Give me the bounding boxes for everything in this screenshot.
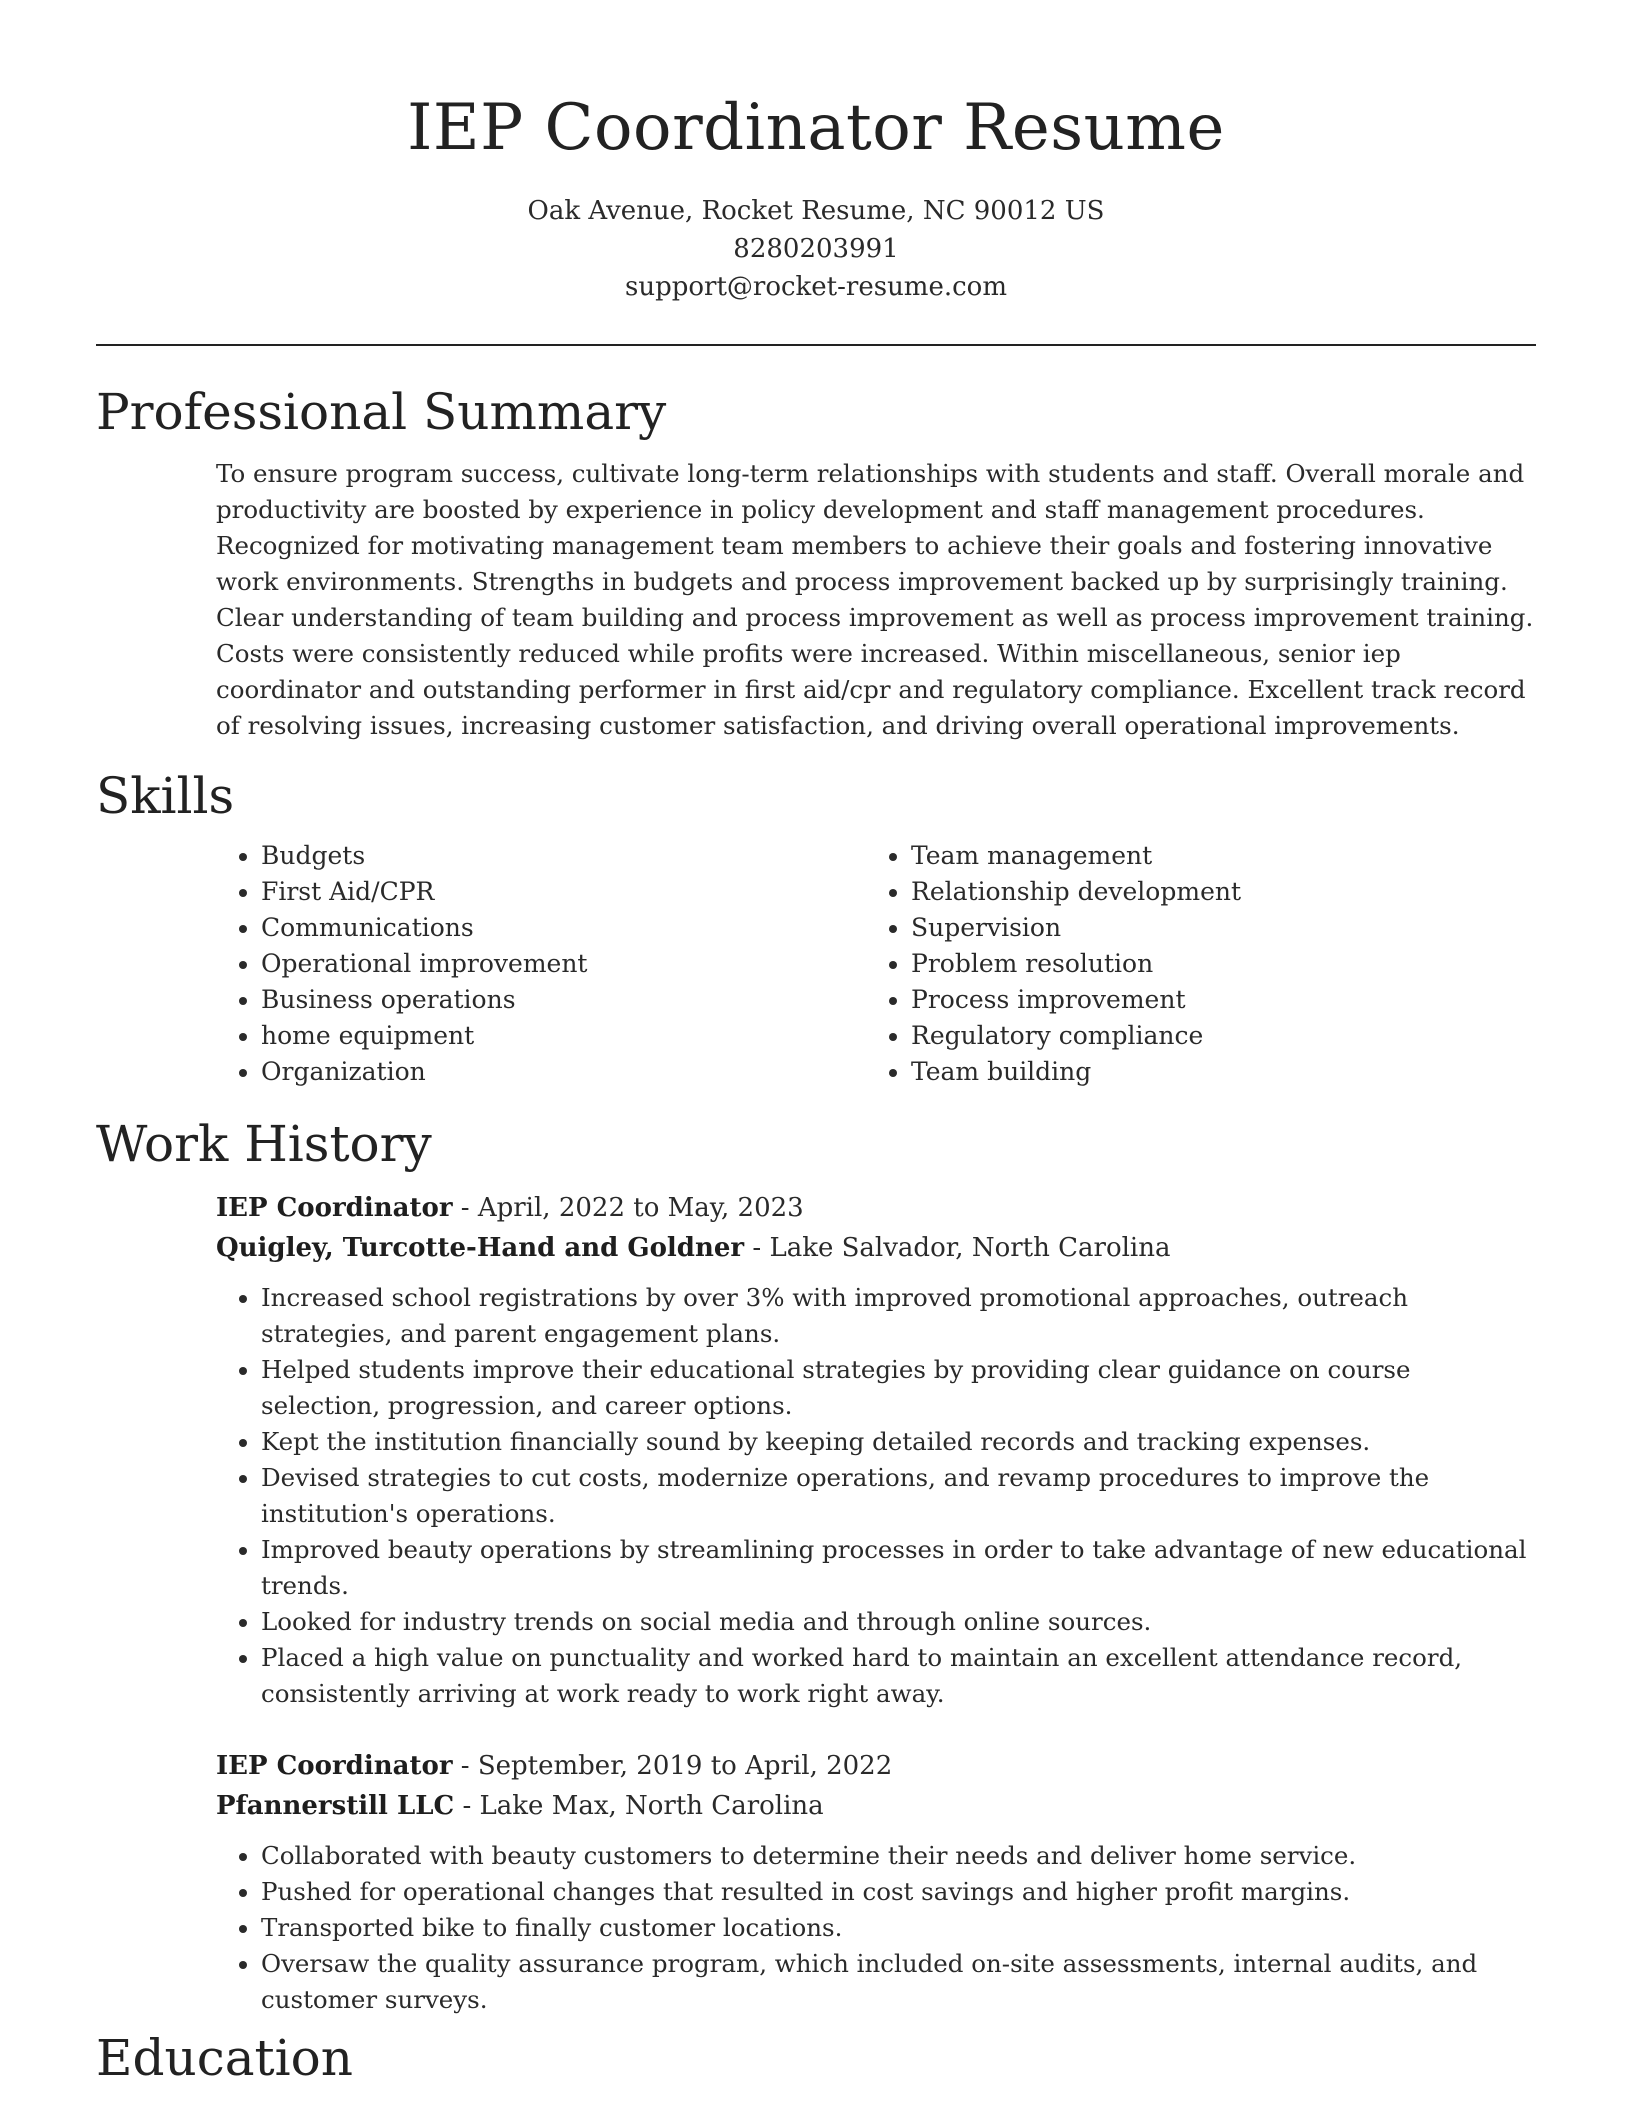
job-location: - Lake Salvador, North Carolina xyxy=(744,1233,1171,1263)
job-duty: • Placed a high value on punctuality and worked hard to maintain an excellent attendance record, consistently arriving at work ready to work right away. xyxy=(261,1640,1536,1712)
education-heading: Education xyxy=(96,2029,353,2087)
job-entry xyxy=(216,1746,1536,2018)
skill-item: • Supervision xyxy=(911,910,1516,946)
job-duties xyxy=(216,1838,1536,2018)
skill-item: • Problem resolution xyxy=(911,946,1516,982)
skill-item: • Budgets xyxy=(261,838,866,874)
skill-item: • Communications xyxy=(261,910,866,946)
contact-address: Oak Avenue, Rocket Resume, NC 90012 US xyxy=(527,196,1105,226)
job-company: Pfannerstill LLC xyxy=(216,1791,455,1821)
job-duty: • Transported bike to finally customer locations. xyxy=(261,1910,1536,1946)
resume-page xyxy=(96,0,1536,2088)
summary-heading: Professional Summary xyxy=(96,383,667,441)
job-company: Quigley, Turcotte-Hand and Goldner xyxy=(216,1233,745,1263)
job-duty: • Improved beauty operations by streamlining processes in order to take advantage of new educational trends. xyxy=(261,1532,1536,1604)
job-duty: • Pushed for operational changes that resulted in cost savings and higher profit margins. xyxy=(261,1874,1536,1910)
job-dates: - September, 2019 to April, 2022 xyxy=(452,1751,893,1781)
contact-email: support@rocket-resume.com xyxy=(624,272,1007,302)
job-duties xyxy=(216,1280,1536,1712)
job-entry xyxy=(216,1188,1536,1712)
job-duty: • Oversaw the quality assurance program, which included on-site assessments, internal audits, and customer surveys. xyxy=(261,1946,1536,2018)
work-history-heading: Work History xyxy=(96,1115,432,1173)
job-title: IEP Coordinator xyxy=(216,1751,453,1781)
job-dates: - April, 2022 to May, 2023 xyxy=(452,1193,804,1223)
skill-item: • Organization xyxy=(261,1054,866,1090)
skill-item: • Team building xyxy=(911,1054,1516,1090)
skills-column-right xyxy=(866,838,1516,1090)
summary-text: To ensure program success, cultivate long-term relationships with students and staff. Overall morale and productivity are boosted by experience in policy development and staff management procedures. Recognized for motivating management team members to achieve their goals and fostering innovative work environments. Strengths in budgets and process improvement backed up by surprisingly training. Clear understanding of team building and process improvement as well as process improvement training. Costs were consistently reduced while profits were increased. Within miscellaneous, senior iep coordinator and outstanding performer in first aid/cpr and regulatory compliance. Excellent track record of resolving issues, increasing customer satisfaction, and driving overall operational improvements. xyxy=(216,459,1534,740)
job-company-line xyxy=(216,1786,1536,1826)
skill-item: • home equipment xyxy=(261,1018,866,1054)
job-title-line xyxy=(216,1188,1536,1228)
contact-info xyxy=(96,192,1536,306)
job-duty: • Collaborated with beauty customers to determine their needs and deliver home service. xyxy=(261,1838,1536,1874)
skill-item: • Team management xyxy=(911,838,1516,874)
skill-item: • Operational improvement xyxy=(261,946,866,982)
job-duty: • Looked for industry trends on social media and through online sources. xyxy=(261,1604,1536,1640)
skill-item: • First Aid/CPR xyxy=(261,874,866,910)
skill-item: • Process improvement xyxy=(911,982,1516,1018)
skill-item: • Regulatory compliance xyxy=(911,1018,1516,1054)
skills-heading: Skills xyxy=(96,767,235,825)
job-location: - Lake Max, North Carolina xyxy=(454,1791,824,1821)
job-duty: • Kept the institution financially sound by keeping detailed records and tracking expenses. xyxy=(261,1424,1536,1460)
contact-phone: 8280203991 xyxy=(733,234,899,264)
skills-column-left xyxy=(216,838,866,1090)
job-title-line xyxy=(216,1746,1536,1786)
resume-header xyxy=(96,84,1536,306)
job-company-line xyxy=(216,1228,1536,1268)
job-duty: • Devised strategies to cut costs, modernize operations, and revamp procedures to improve the institution's operations. xyxy=(261,1460,1536,1532)
job-duty: • Helped students improve their educational strategies by providing clear guidance on course selection, progression, and career options. xyxy=(261,1352,1536,1424)
skill-item: • Business operations xyxy=(261,982,866,1018)
skill-item: • Relationship development xyxy=(911,874,1516,910)
skills-list xyxy=(216,838,1536,1090)
job-title: IEP Coordinator xyxy=(216,1193,453,1223)
resume-title: IEP Coordinator Resume xyxy=(407,91,1225,165)
header-divider xyxy=(96,344,1536,346)
job-duty: • Increased school registrations by over 3% with improved promotional approaches, outreach strategies, and parent engagement plans. xyxy=(261,1280,1536,1352)
